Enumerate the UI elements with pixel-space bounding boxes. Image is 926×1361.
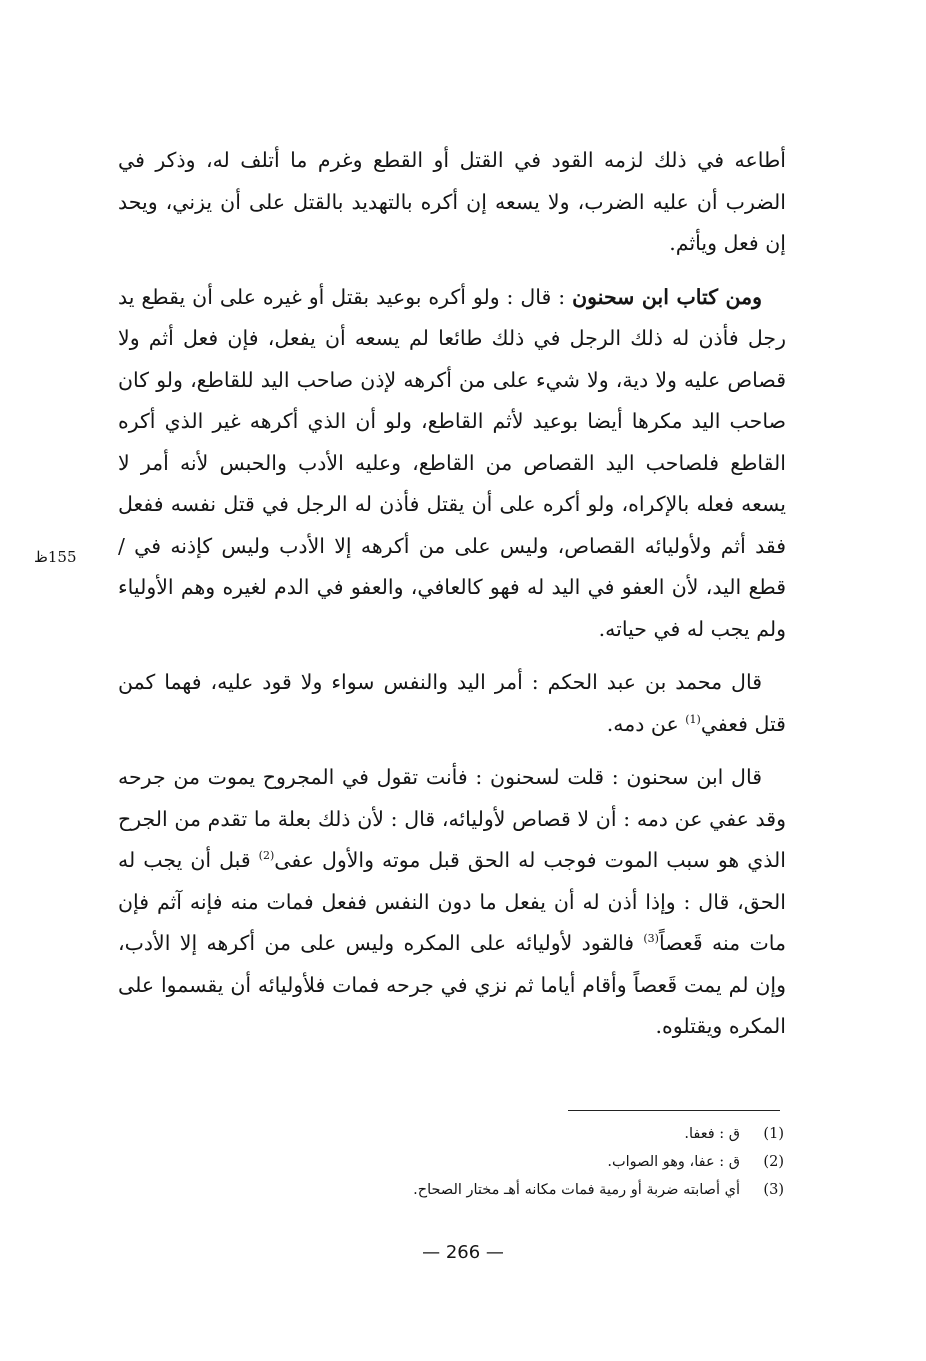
paragraph-4-text-a: قال ابن سحنون : قلت لسحنون : فأنت تقول في المجروح يموت من جرحه وقد عفي عن دمه : أن لا قصاص لأوليائه، قال : لأن ذلك بعلة ما تقدم من الجرح الذي هو سبب الموت فوجب له الحق قبل موته والأول عفى bbox=[118, 765, 786, 872]
main-text bbox=[118, 140, 786, 1060]
paragraph-2-text: : قال : ولو أكره بوعيد بقتل أو غيره على أن يقطع يد رجل فأذن له ذلك الرجل في ذلك طائعا لم يسعه أن يفعل، فإن فعل أثم ولا قصاص عليه ولا دية، ولا شيء على من أكرهه لإذن صاحب اليد للقاطع، ولو كان صاحب اليد مكرها أيضا بوعيد لأثم القاطع، ولو أن الذي أكرهه غير الذي أكره القاطع فلصاحب اليد القصاص من القاطع، وعليه الأدب والحبس لأنه أمر لا يسعه فعله بالإكراه، ولو أكره على أن يقتل فأذن له الرجل في قتل نفسه ففعل فقد أثم ولأوليائه القصاص، وليس على من أكرهه إلا الأدب وليس كإذنه في / قطع اليد، لأن العفو في اليد له فهو كالعافي، والعفو في الدم لغيره وهم الأولياء ولم يجب له في حياته. bbox=[118, 284, 786, 641]
footnote-number: (3) bbox=[763, 1182, 784, 1198]
footnote-text: ق : عفا، وهو الصواب. bbox=[607, 1154, 740, 1170]
footnote-item bbox=[340, 1176, 784, 1204]
footnote-item bbox=[340, 1148, 784, 1176]
footnote-text: أي أصابته ضربة أو رمية فمات مكانه أهـ مختار الصحاح. bbox=[413, 1182, 740, 1198]
footnote-text: ق : فعفا. bbox=[684, 1126, 740, 1142]
paragraph-4-text-b: قبل أن يجب له الحق، قال : وإذا أذن له أن يفعل ما دون النفس ففعل فمات منه فإنه آثم فإن مات منه قَعصاً bbox=[118, 848, 786, 955]
paragraph-1: أطاعه في ذلك لزمه القود في القتل أو القطع وغرم ما أتلف له، وذكر في الضرب أن عليه الضرب، ولا يسعه إن أكره بالتهديد بالقتل على أن يزني، ويحد إن فعل ويأثم. bbox=[118, 148, 786, 255]
footnote-ref-3: (3) bbox=[643, 932, 659, 946]
footnote-item bbox=[340, 1120, 784, 1148]
page-number: — 266 — bbox=[422, 1242, 504, 1263]
footnote-ref-2: (2) bbox=[258, 849, 275, 863]
footnotes bbox=[340, 1120, 784, 1204]
manuscript-folio-note: 155ظ bbox=[34, 548, 77, 566]
paragraph-2 bbox=[118, 277, 786, 651]
footnote-number: (1) bbox=[763, 1126, 784, 1142]
paragraph-3-text-a: قال محمد بن عبد الحكم : أمر اليد والنفس سواء ولا قود عليه، فهما كمن قتل فعفي bbox=[118, 670, 786, 736]
paragraph-3-text-b: عن دمه. bbox=[606, 711, 686, 736]
paragraph-3 bbox=[118, 662, 786, 745]
paragraph-4-text-c: فالقود لأوليائه على المكره وليس على من أكرهه إلا الأدب، وإن لم يمت قَعصاً وأقام أياما ثم نزي في جرحه فمات فلأوليائه أن يقسموا على المكره ويقتلوه. bbox=[118, 931, 786, 1038]
footnote-ref-1: (1) bbox=[685, 712, 701, 726]
footnote-number: (2) bbox=[763, 1154, 784, 1170]
footnote-separator bbox=[568, 1110, 780, 1111]
source-heading: ومن كتاب ابن سحنون bbox=[572, 284, 763, 309]
paragraph-4 bbox=[118, 757, 786, 1048]
